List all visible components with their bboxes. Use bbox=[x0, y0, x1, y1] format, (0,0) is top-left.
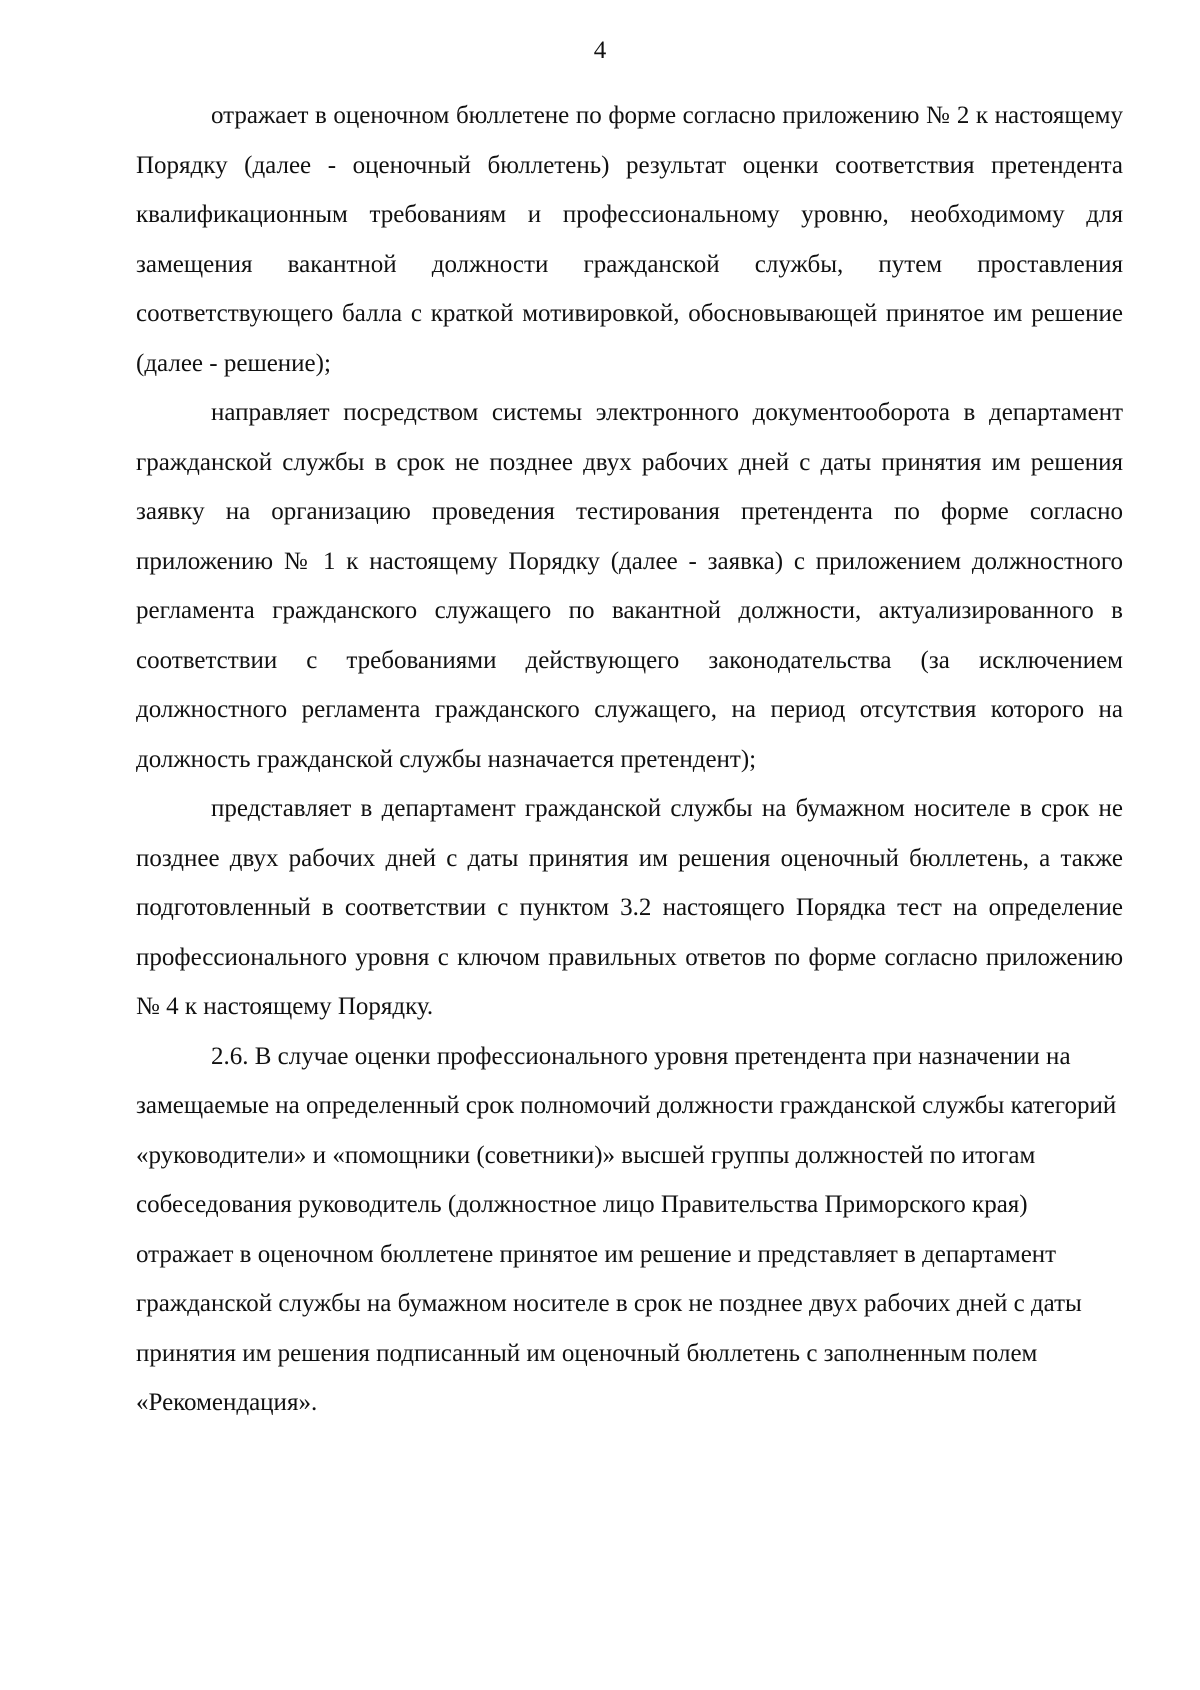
document-body bbox=[136, 91, 1123, 1428]
paragraph-assessment-ballot: отражает в оценочном бюллетене по форме согласно приложению № 2 к настоящему Порядку (далее - оценочный бюллетень) результат оценки соответствия претендента квалификационным требованиям и профессиональному уровню, необходимому для замещения вакантной должности гражданской службы, путем проставления соответствующего балла с краткой мотивировкой, обосновывающей принятое им решение (далее - решение); bbox=[136, 102, 1123, 377]
paragraph-testing-request: направляет посредством системы электронного документооборота в департамент гражданской службы в срок не позднее двух рабочих дней с даты принятия им решения заявку на организацию проведения тестирования претендента по форме согласно приложению № 1 к настоящему Порядку (далее - заявка) с приложением должностного регламента гражданского служащего по вакантной должности, актуализированного в соответствии с требованиями действующего законодательства (за исключением должностного регламента гражданского служащего, на период отсутствия которого на должность гражданской службы назначается претендент); bbox=[136, 399, 1123, 773]
paragraph-section-2-6: 2.6. В случае оценки профессионального уровня претендента при назначении на замещаемые на определенный срок полномочий должности гражданской службы категорий «руководители» и «помощники (советники)» высшей группы должностей по итогам собеседования руководитель (должностное лицо Правительства Приморского края) отражает в оценочном бюллетене принятое им решение и представляет в департамент гражданской службы на бумажном носителе в срок не позднее двух рабочих дней с даты принятия им решения подписанный им оценочный бюллетень с заполненным полем «Рекомендация». bbox=[136, 1042, 1117, 1416]
paragraph-paper-submission: представляет в департамент гражданской службы на бумажном носителе в срок не позднее двух рабочих дней с даты принятия им решения оценочный бюллетень, а также подготовленный в соответствии с пунктом 3.2 настоящего Порядка тест на определение профессионального уровня с ключом правильных ответов по форме согласно приложению № 4 к настоящему Порядку. bbox=[136, 795, 1123, 1020]
page-number: 4 bbox=[593, 37, 607, 64]
